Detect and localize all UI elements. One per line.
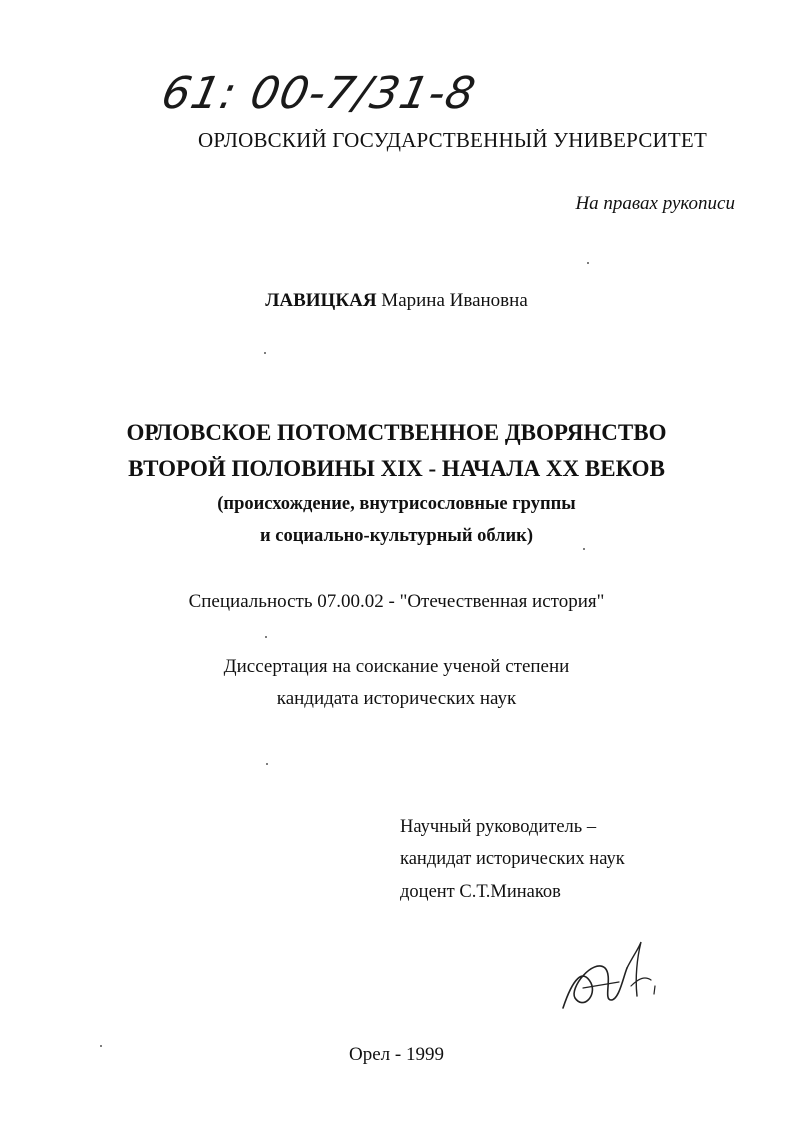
place-and-year: Орел - 1999: [349, 1044, 444, 1065]
manuscript-note: На правах рукописи: [575, 193, 735, 214]
supervisor-signature: [553, 938, 663, 1028]
author-given-names: Марина Ивановна: [376, 290, 528, 311]
subtitle-line-2: и социально-культурный облик): [259, 526, 534, 546]
scan-speck: [583, 548, 585, 550]
scan-speck: [265, 636, 267, 638]
title-line-1: ОРЛОВСКОЕ ПОТОМСТВЕННОЕ ДВОРЯНСТВО: [126, 420, 667, 445]
scan-speck: [587, 262, 589, 264]
degree-line-2: кандидата исторических наук: [276, 688, 517, 709]
supervisor-line-2: кандидат исторических наук: [400, 849, 625, 869]
author-name: [0, 290, 793, 312]
scan-speck: [264, 352, 266, 354]
university-name: ОРЛОВСКИЙ ГОСУДАРСТВЕННЫЙ УНИВЕРСИТЕТ: [198, 128, 707, 152]
title-line-2: ВТОРОЙ ПОЛОВИНЫ XIX - НАЧАЛА XX ВЕКОВ: [128, 456, 665, 481]
degree-line-1: Диссертация на соискание ученой степени: [223, 656, 570, 677]
supervisor-line-3: доцент С.Т.Минаков: [400, 882, 561, 902]
scan-speck: [266, 763, 268, 765]
supervisor-line-1: Научный руководитель –: [400, 817, 597, 837]
author-surname: ЛАВИЦКАЯ: [265, 290, 377, 311]
handwritten-archive-code: 61: 00-7/31-8: [157, 68, 481, 119]
subtitle-line-1: (происхождение, внутрисословные группы: [217, 494, 576, 514]
specialty: Специальность 07.00.02 - "Отечественная история": [188, 591, 605, 612]
scan-speck: [100, 1045, 102, 1047]
